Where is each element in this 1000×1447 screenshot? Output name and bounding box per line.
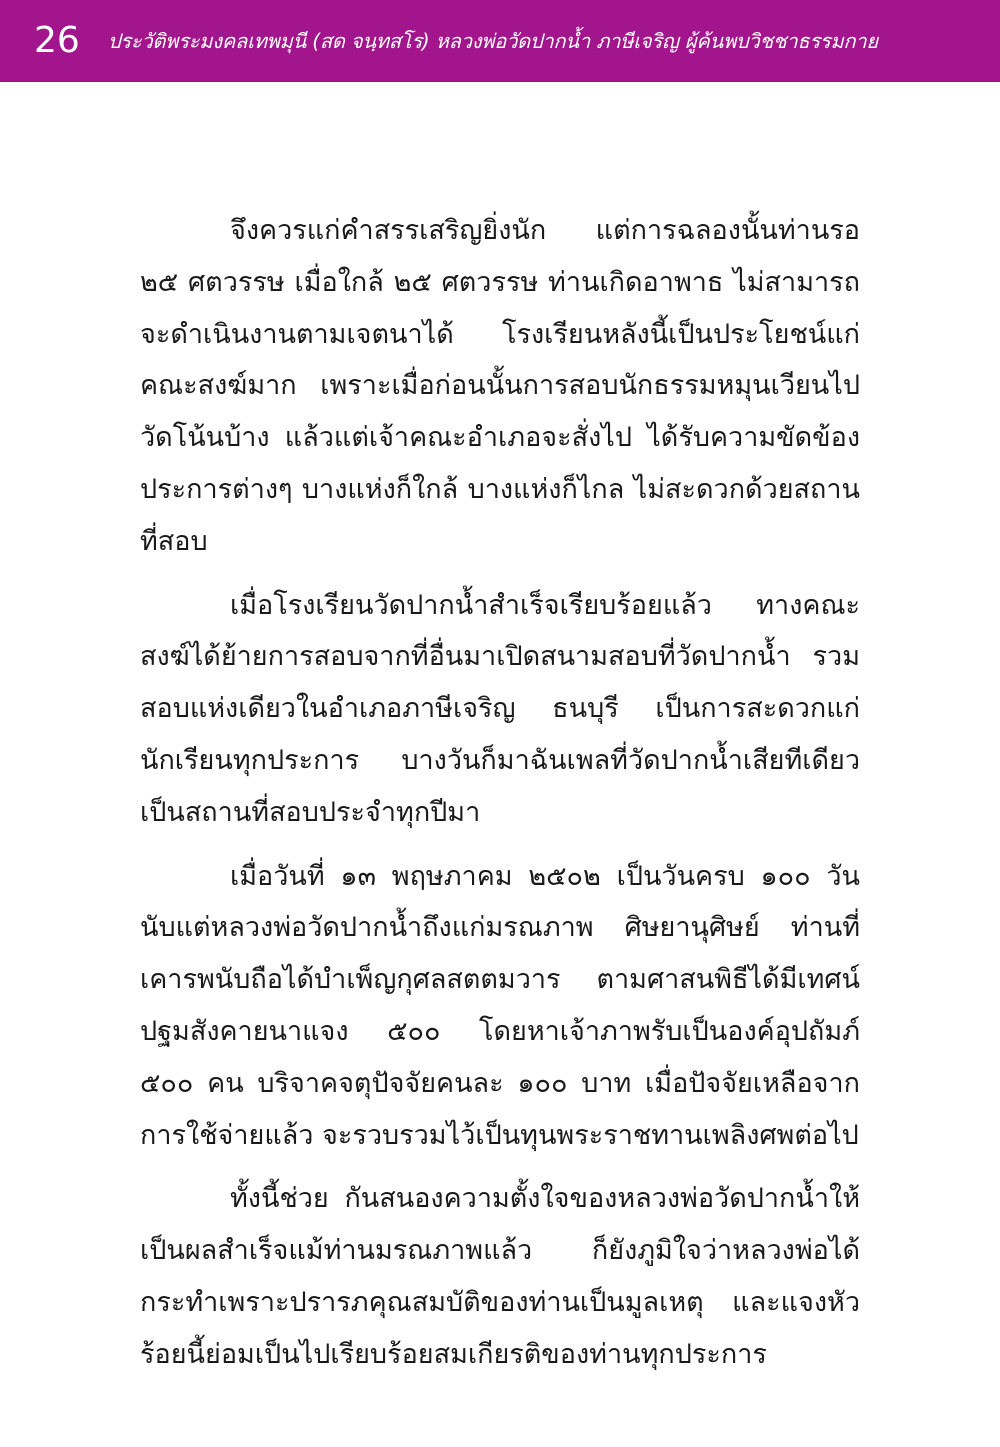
running-title: ประวัติพระมงคลเทพมุนี (สด จนฺทสโร) หลวงพ่อวัดปากน้ำ ภาษีเจริญ ผู้ค้นพบวิชชาธรรมกาย — [107, 29, 878, 53]
paragraph-1: จึงควรแก่คำสรรเสริญยิ่งนัก แต่การฉลองนั้นท่านรอ ๒๕ ศตวรรษ เมื่อใกล้ ๒๕ ศตวรรษ ท่านเกิดอาพาธ ไม่สามารถจะดำเนินงานตามเจตนาได้ โรงเรียนหลังนี้เป็นประโยชน์แก่คณะสงฆ์มาก เพราะเมื่อก่อนนั้นการสอบนักธรรมหมุนเวียนไปวัดโน้นบ้าง แล้วแต่เจ้าคณะอำเภอจะสั่งไป ได้รับความขัดข้องประการต่างๆ บางแห่งก็ใกล้ บางแห่งก็ไกล ไม่สะดวกด้วยสถานที่สอบ — [140, 215, 860, 557]
body-text — [140, 205, 860, 1393]
page-number: 26 — [34, 20, 80, 61]
paragraph-2: เมื่อโรงเรียนวัดปากน้ำสำเร็จเรียบร้อยแล้ว ทางคณะสงฆ์ได้ย้ายการสอบจากที่อื่นมาเปิดสนามสอบที่วัดปากน้ำ รวมสอบแห่งเดียวในอำเภอภาษีเจริญ ธนบุรี เป็นการสะดวกแก่นักเรียนทุกประการ บางวันก็มาฉันเพลที่วัดปากน้ำเสียทีเดียว เป็นสถานที่สอบประจำทุกปีมา — [140, 589, 860, 828]
page-header — [0, 0, 1000, 82]
paragraph-4: ทั้งนี้ช่วย กันสนองความตั้งใจของหลวงพ่อวัดปากน้ำให้เป็นผลสำเร็จแม้ท่านมรณภาพแล้ว ก็ยังภูมิใจว่าหลวงพ่อได้กระทำเพราะปรารภคุณสมบัติของท่านเป็นมูลเหตุ และแจงหัวร้อยนี้ย่อมเป็นไปเรียบร้อยสมเกียรติของท่านทุกประการ — [140, 1183, 860, 1370]
paragraph-3: เมื่อวันที่ ๑๓ พฤษภาคม ๒๕๐๒ เป็นวันครบ ๑๐๐ วัน นับแต่หลวงพ่อวัดปากน้ำถึงแก่มรณภาพ ศิษยานุศิษย์ ท่านที่เคารพนับถือได้บำเพ็ญกุศลสตตมวาร ตามศาสนพิธีได้มีเทศน์ปฐมสังคายนาแจง ๕๐๐ โดยหาเจ้าภาพรับเป็นองค์อุปถัมภ์ ๕๐๐ คน บริจาคจตุปัจจัยคนละ ๑๐๐ บาท เมื่อปัจจัยเหลือจากการใช้จ่ายแล้ว จะรวบรวมไว้เป็นทุนพระราชทานเพลิงศพต่อไป — [140, 860, 860, 1151]
